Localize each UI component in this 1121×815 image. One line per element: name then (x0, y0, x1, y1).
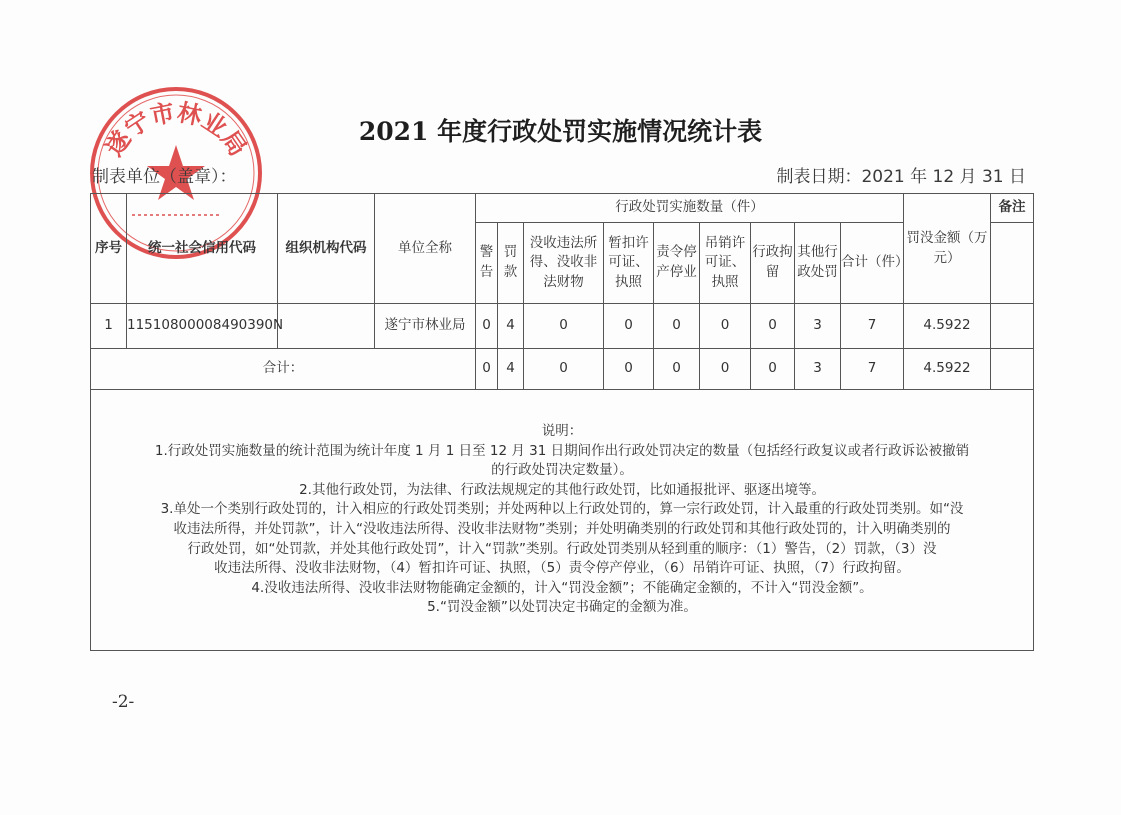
total-other: 3 (795, 349, 841, 390)
date-label: 制表日期：2021 年 12 月 31 日 (776, 167, 1026, 187)
cell-amount: 4.5922 (904, 304, 991, 349)
note-line: 2.其他行政处罚，为法律、行政法规规定的其他行政处罚，比如通报批评、驱逐出境等。 (299, 481, 825, 498)
header-penalty-group: 行政处罚实施数量（件） (476, 194, 904, 223)
total-warning: 0 (476, 349, 498, 390)
cell-remark (991, 304, 1034, 349)
cell-credit-code: 11510800008490390N (127, 304, 278, 349)
header-confiscate: 没收违法所得、没收非法财物 (524, 223, 604, 304)
total-label: 合计： (91, 349, 476, 390)
cell-confiscate: 0 (524, 304, 604, 349)
total-subtotal: 7 (841, 349, 904, 390)
cell-org-code (278, 304, 375, 349)
header-other: 其他行政处罚 (795, 223, 841, 304)
cell-warning: 0 (476, 304, 498, 349)
total-amount: 4.5922 (904, 349, 991, 390)
header-stop: 责令停产停业 (654, 223, 700, 304)
header-suspend: 暂扣许可证、执照 (604, 223, 654, 304)
header-warning: 警告 (476, 223, 498, 304)
notes-row (91, 390, 1034, 651)
cell-fine: 4 (498, 304, 524, 349)
header-org-code: 组织机构代码 (278, 194, 375, 304)
header-revoke: 吊销许可证、执照 (700, 223, 751, 304)
cell-subtotal: 7 (841, 304, 904, 349)
total-fine: 4 (498, 349, 524, 390)
total-revoke: 0 (700, 349, 751, 390)
total-row (91, 349, 1034, 390)
note-line: 说明： (541, 423, 583, 440)
total-suspend: 0 (604, 349, 654, 390)
statistics-table (90, 193, 1034, 651)
header-remark: 备注 (991, 194, 1034, 223)
total-confiscate: 0 (524, 349, 604, 390)
note-line: 1.行政处罚实施数量的统计范围为统计年度 1 月 1 日至 12 月 31 日期间作出行政处罚决定的数量（包括经行政复议或者行政诉讼被撤销 (154, 442, 970, 459)
header-subtotal: 合计（件） (841, 223, 904, 304)
header-detention: 行政拘留 (751, 223, 795, 304)
cell-other: 3 (795, 304, 841, 349)
header-remark-blank (991, 223, 1034, 304)
note-line: 4.没收违法所得、没收非法财物能确定金额的，计入“罚没金额”；不能确定金额的，不计入“罚没金额”。 (251, 579, 873, 596)
cell-revoke: 0 (700, 304, 751, 349)
unit-label: 制表单位（盖章）： (92, 167, 237, 187)
page-number: -2- (112, 692, 135, 712)
cell-stop: 0 (654, 304, 700, 349)
header-fine: 罚款 (498, 223, 524, 304)
cell-suspend: 0 (604, 304, 654, 349)
notes-cell (91, 390, 1034, 651)
header-unit-name: 单位全称 (375, 194, 476, 304)
total-detention: 0 (751, 349, 795, 390)
cell-detention: 0 (751, 304, 795, 349)
note-line: 收违法所得、没收非法财物，（4）暂扣许可证、执照，（5）责令停产停业，（6）吊销许可证、执照，（7）行政拘留。 (214, 560, 910, 577)
total-stop: 0 (654, 349, 700, 390)
document-title: 2021 年度行政处罚实施情况统计表 (358, 117, 763, 146)
note-line: 收违法所得，并处罚款”，计入“没收违法所得、没收非法财物”类别；并处明确类别的行政处罚和其他行政处罚的，计入明确类别的 (173, 521, 951, 537)
cell-seq: 1 (91, 304, 127, 349)
seal-text: 遂宁市林业局 (99, 98, 253, 162)
note-line: 的行政处罚决定数量）。 (491, 462, 633, 479)
header-row-group (91, 194, 1034, 223)
cell-unit-name: 遂宁市林业局 (375, 304, 476, 349)
note-line: 行政处罚，如“处罚款，并处其他行政处罚”，计入“罚款”类别。行政处罚类别从轻到重的顺序：（1）警告，（2）罚款，（3）没 (187, 540, 937, 557)
note-line: 5.“罚没金额”以处罚决定书确定的金额为准。 (427, 599, 697, 616)
header-amount: 罚没金额（万元） (904, 194, 991, 304)
header-credit-code: 统一社会信用代码 (127, 194, 278, 304)
header-seq: 序号 (91, 194, 127, 304)
total-remark (991, 349, 1034, 390)
table-row (91, 304, 1034, 349)
note-line: 3.单处一个类别行政处罚的，计入相应的行政处罚类别；并处两种以上行政处罚的，算一宗行政处罚，计入最重的行政处罚类别。如“没 (160, 501, 964, 518)
